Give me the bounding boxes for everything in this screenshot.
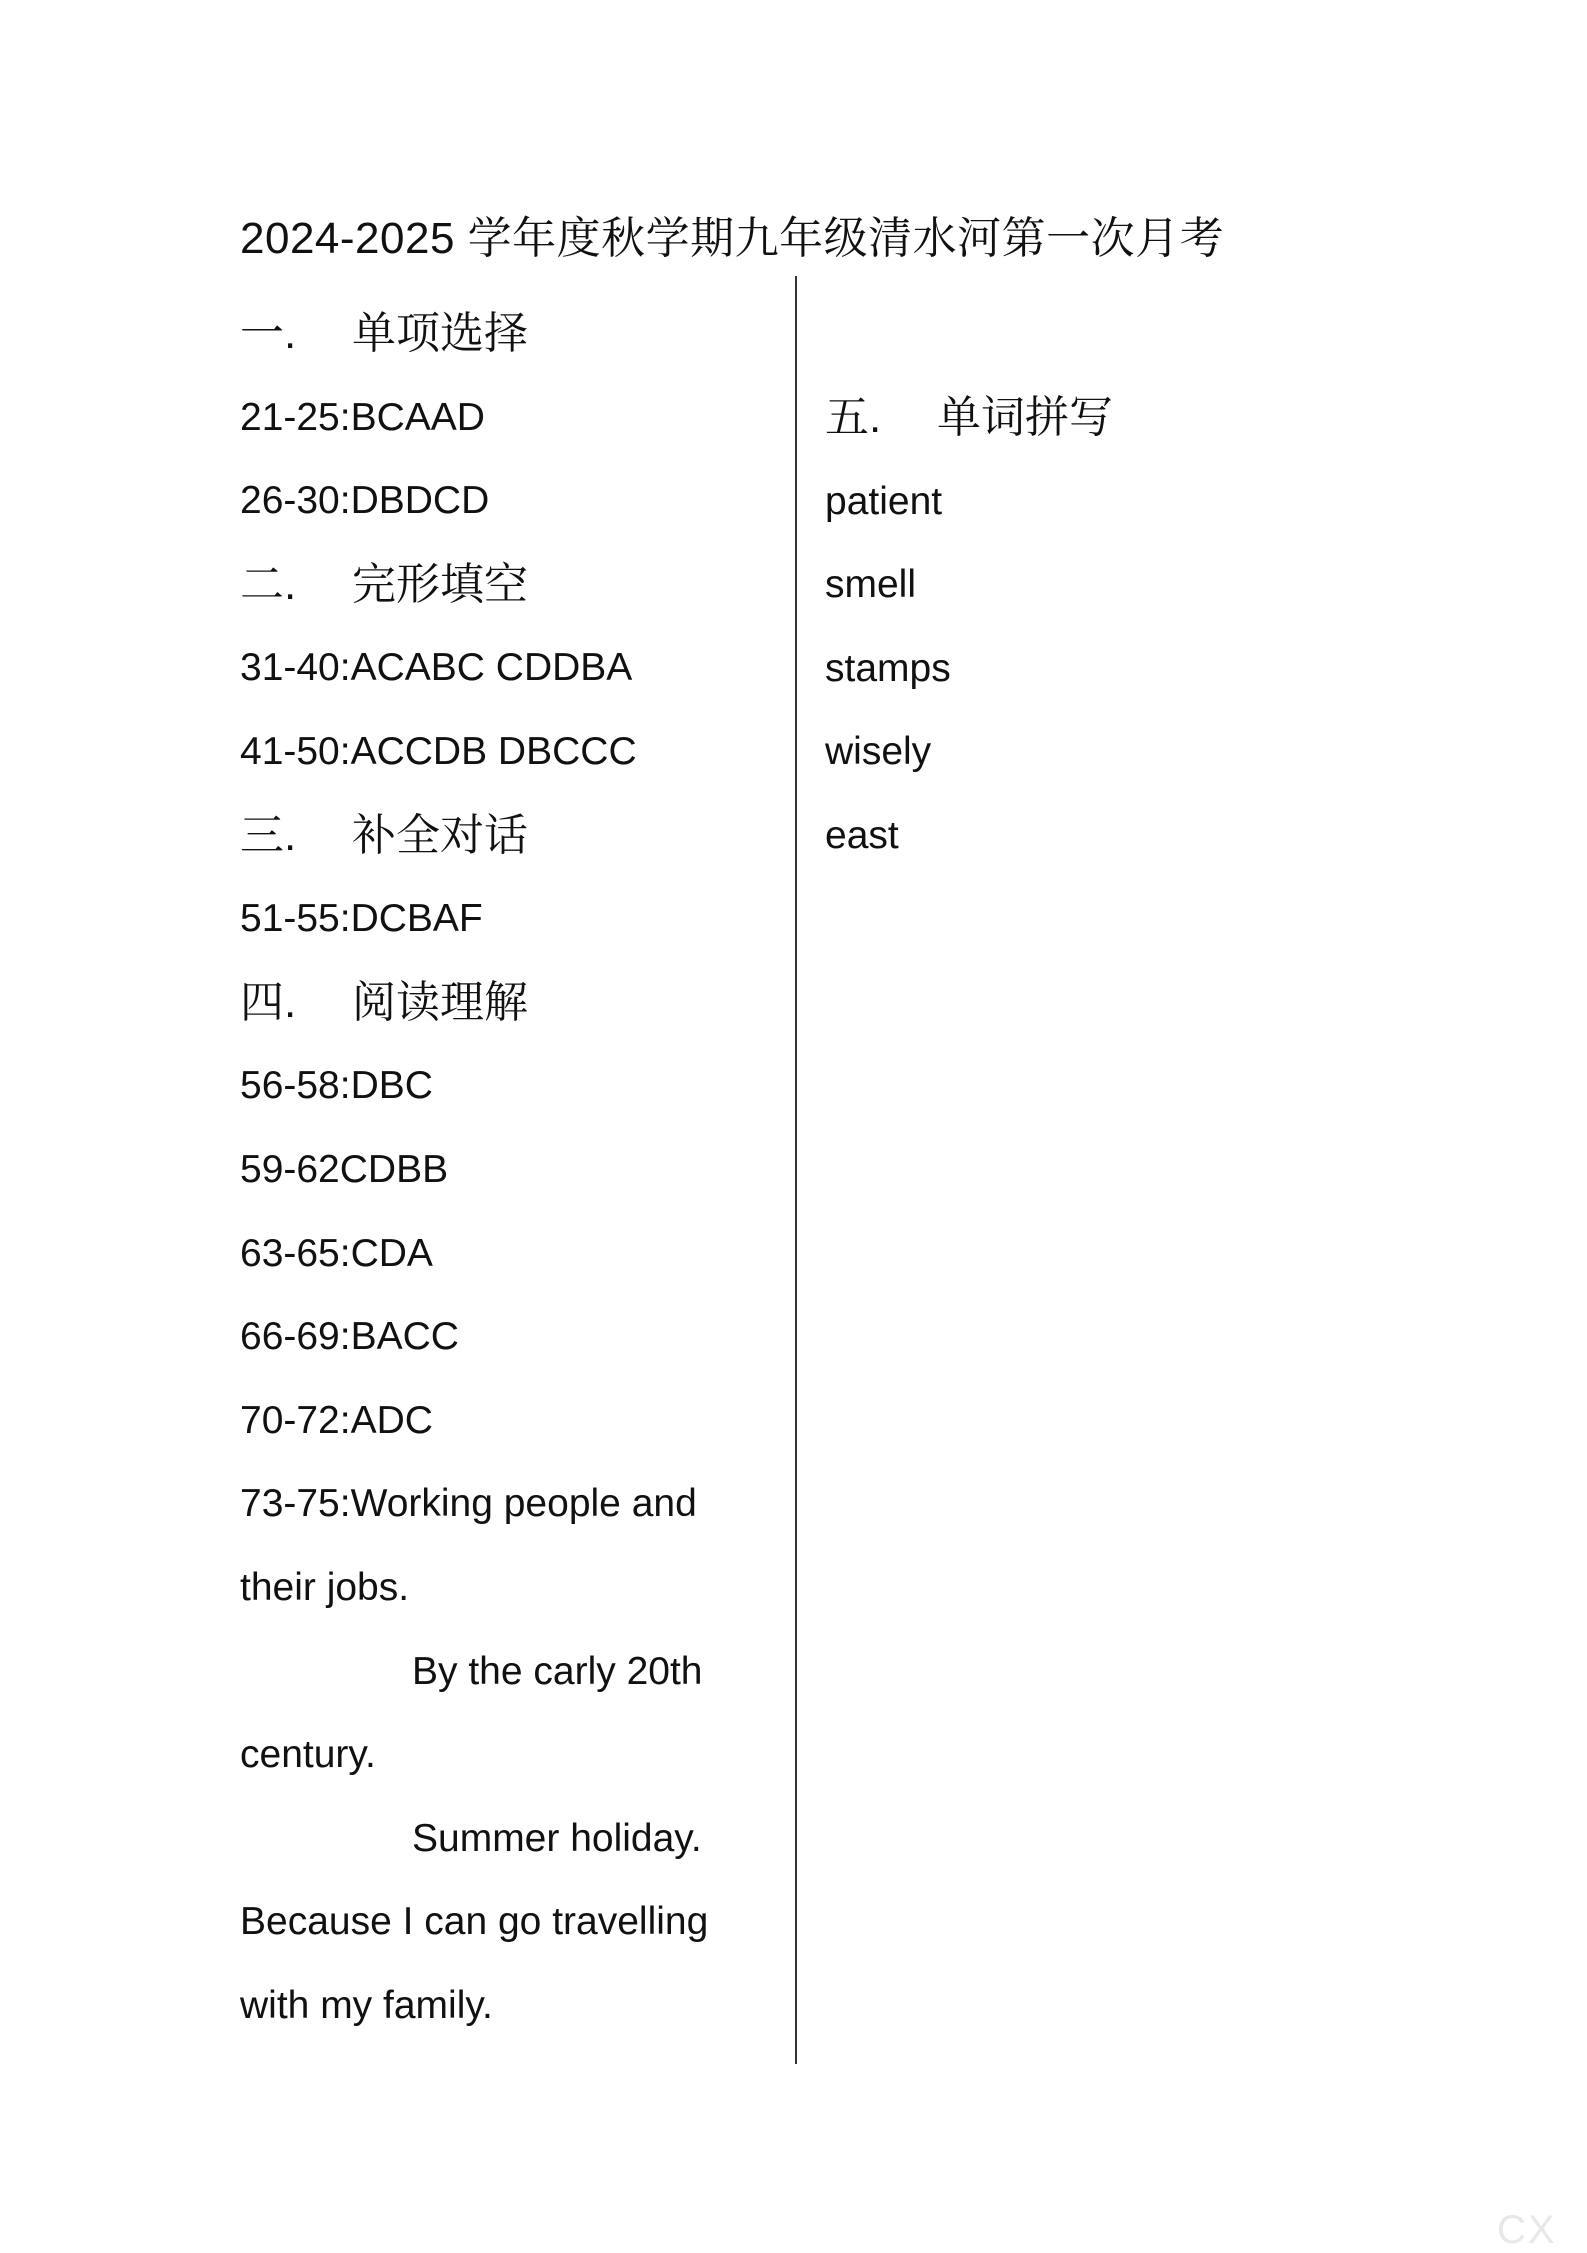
answer-line: with my family.: [240, 1983, 493, 2027]
answer-line: 41-50:ACCDB DBCCC: [240, 729, 637, 773]
answer-line: 21-25:BCAAD: [240, 395, 485, 439]
answer-line: century.: [240, 1733, 376, 1777]
answer-line: 59-62CDBB: [240, 1147, 449, 1191]
section-heading: 五. 单词拼写: [825, 393, 1113, 442]
answer-line: 26-30:DBDCD: [240, 479, 490, 523]
answer-line: 31-40:ACABC CDDBA: [240, 646, 633, 690]
section-heading: 四. 阅读理解: [240, 977, 528, 1027]
column-divider: [795, 276, 797, 2064]
left-column: [240, 292, 760, 2047]
answer-line: Summer holiday.: [412, 1816, 702, 1860]
answer-line: east: [825, 813, 899, 857]
answer-line: stamps: [825, 646, 951, 690]
answer-line: By the carly 20th: [412, 1649, 703, 1693]
watermark: CX: [1497, 2208, 1557, 2252]
section-heading: 三. 补全对话: [240, 810, 528, 860]
answer-line: 66-69:BACC: [240, 1315, 459, 1359]
answer-line: 63-65:CDA: [240, 1231, 433, 1275]
section-heading: 一. 单项选择: [240, 309, 528, 358]
answer-line: 56-58:DBC: [240, 1064, 433, 1108]
answer-line: 51-55:DCBAF: [240, 897, 483, 941]
answer-line: Because I can go travelling: [240, 1900, 709, 1944]
answer-line: their jobs.: [240, 1565, 410, 1609]
document-title: 2024-2025 学年度秋学期九年级清水河第一次月考: [240, 214, 1225, 263]
right-column: [825, 376, 1385, 878]
answer-line: 70-72:ADC: [240, 1398, 433, 1442]
section-heading: 二. 完形填空: [240, 559, 528, 609]
answer-line: wisely: [825, 730, 932, 774]
answer-line: smell: [825, 563, 917, 607]
answer-line: patient: [825, 479, 943, 523]
answer-line: 73-75:Working people and: [240, 1482, 697, 1526]
